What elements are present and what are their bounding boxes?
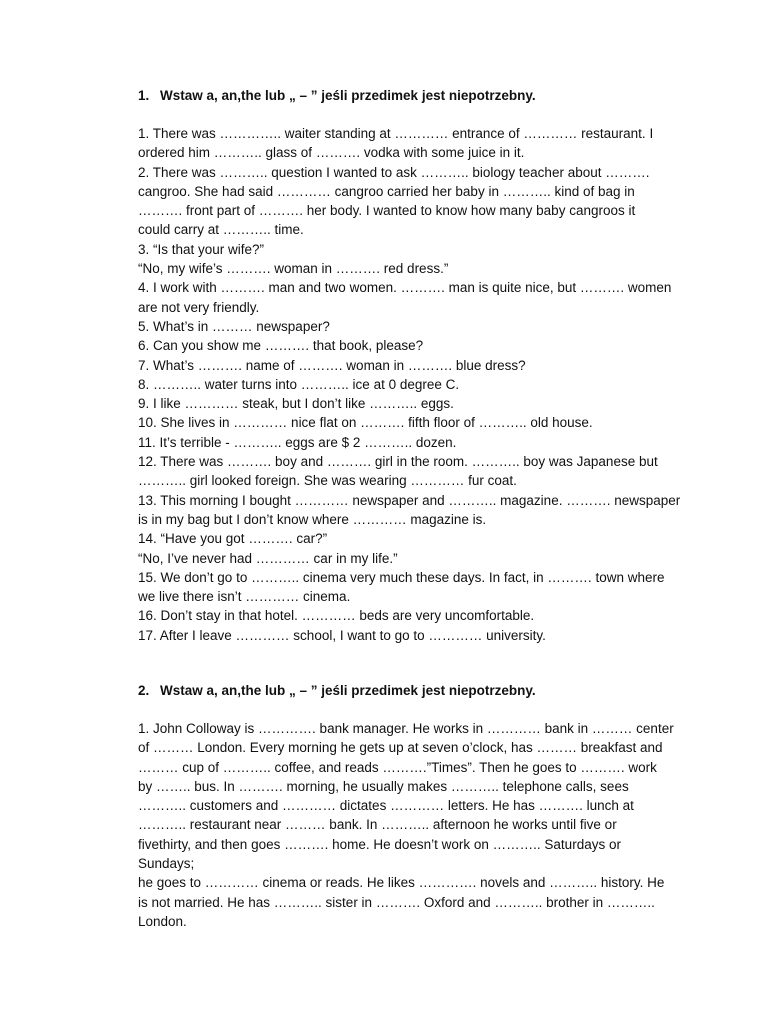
text-line: of ……… London. Every morning he gets up at seven o’clock, has ……… breakfast and <box>138 740 663 756</box>
text-line: Sundays; <box>138 856 195 872</box>
exercise-2-heading <box>138 681 688 700</box>
text-line: ………. front part of ………. her body. I wanted to know how many baby cangroos it <box>138 203 636 219</box>
exercise-1-heading <box>138 86 688 105</box>
text-line: ……….. girl looked foreign. She was wearing ………… fur coat. <box>138 473 517 489</box>
text-line: 14. “Have you got ………. car?” <box>138 531 328 547</box>
text-line: cangroo. She had said ………… cangroo carried her baby in ……….. kind of bag in <box>138 183 635 199</box>
text-line: he goes to ………… cinema or reads. He likes …………. novels and ……….. history. He <box>138 875 665 891</box>
text-line: London. <box>138 913 187 929</box>
text-line: ……….. customers and ………… dictates ………… letters. He has ………. lunch at <box>138 798 634 814</box>
text-line: ……… cup of ……….. coffee, and reads ……….”Times”. Then he goes to ………. work <box>138 759 657 775</box>
text-line: ordered him ……….. glass of ………. vodka with some juice in it. <box>138 145 525 161</box>
text-line: 15. We don’t go to ……….. cinema very much these days. In fact, in ………. town where <box>138 569 665 585</box>
text-line: are not very friendly. <box>138 299 260 315</box>
text-line: 16. Don’t stay in that hotel. ………… beds are very uncomfortable. <box>138 608 535 624</box>
text-line: is in my bag but I don’t know where ………… magazine is. <box>138 511 487 527</box>
text-line: 3. “Is that your wife?” <box>138 241 265 257</box>
text-line: 4. I work with ………. man and two women. ………. man is quite nice, but ………. women <box>138 280 672 296</box>
text-line: 5. What’s in ……… newspaper? <box>138 318 330 334</box>
exercise-1-text <box>138 124 688 645</box>
exercise-2 <box>138 681 688 931</box>
text-line: 2. There was ……….. question I wanted to ask ……….. biology teacher about ………. <box>138 164 650 180</box>
exercise-1-title: Wstaw a, an,the lub „ – ” jeśli przedimek jest niepotrzebny. <box>160 88 536 103</box>
exercise-1-number: 1. <box>138 88 150 103</box>
text-line: by …….. bus. In ………. morning, he usually makes ……….. telephone calls, sees <box>138 778 629 794</box>
text-line: we live there isn’t ………… cinema. <box>138 589 351 605</box>
text-line: 1. There was ………….. waiter standing at ………… entrance of ………… restaurant. I <box>138 126 654 141</box>
text-line: 9. I like ………… steak, but I don’t like ……….. eggs. <box>138 396 454 412</box>
text-line: “No, my wife’s ………. woman in ………. red dress.” <box>138 261 449 277</box>
text-line: 11. It’s terrible - ……….. eggs are $ 2 ……….. dozen. <box>138 434 457 450</box>
exercise-2-text <box>138 719 688 931</box>
text-line: could carry at ……….. time. <box>138 222 304 238</box>
text-line: 6. Can you show me ………. that book, please? <box>138 338 424 354</box>
exercise-2-title: Wstaw a, an,the lub „ – ” jeśli przedimek jest niepotrzebny. <box>160 683 536 698</box>
text-line: 12. There was ………. boy and ………. girl in the room. ……….. boy was Japanese but <box>138 454 658 470</box>
text-line: fivethirty, and then goes ………. home. He doesn’t work on ……….. Saturdays or <box>138 836 621 852</box>
text-line: 13. This morning I bought ………… newspaper and ……….. magazine. ………. newspaper <box>138 492 681 508</box>
text-line: 7. What’s ………. name of ………. woman in ………. blue dress? <box>138 357 526 373</box>
text-line: is not married. He has ……….. sister in ………. Oxford and ……….. brother in ……….. <box>138 894 655 910</box>
exercise-2-number: 2. <box>138 683 150 698</box>
text-line: 17. After I leave ………… school, I want to go to ………… university. <box>138 627 546 643</box>
text-line: “No, I’ve never had ………… car in my life.” <box>138 550 398 566</box>
text-line: 1. John Colloway is …………. bank manager. He works in ………… bank in ……… center <box>138 721 674 736</box>
exercise-1 <box>138 86 688 645</box>
text-line: 10. She lives in ………… nice flat on ………. fifth floor of ……….. old house. <box>138 415 593 431</box>
text-line: ……….. restaurant near ……… bank. In ……….. afternoon he works until five or <box>138 817 617 833</box>
text-line: 8. ……….. water turns into ……….. ice at 0 degree C. <box>138 376 460 392</box>
